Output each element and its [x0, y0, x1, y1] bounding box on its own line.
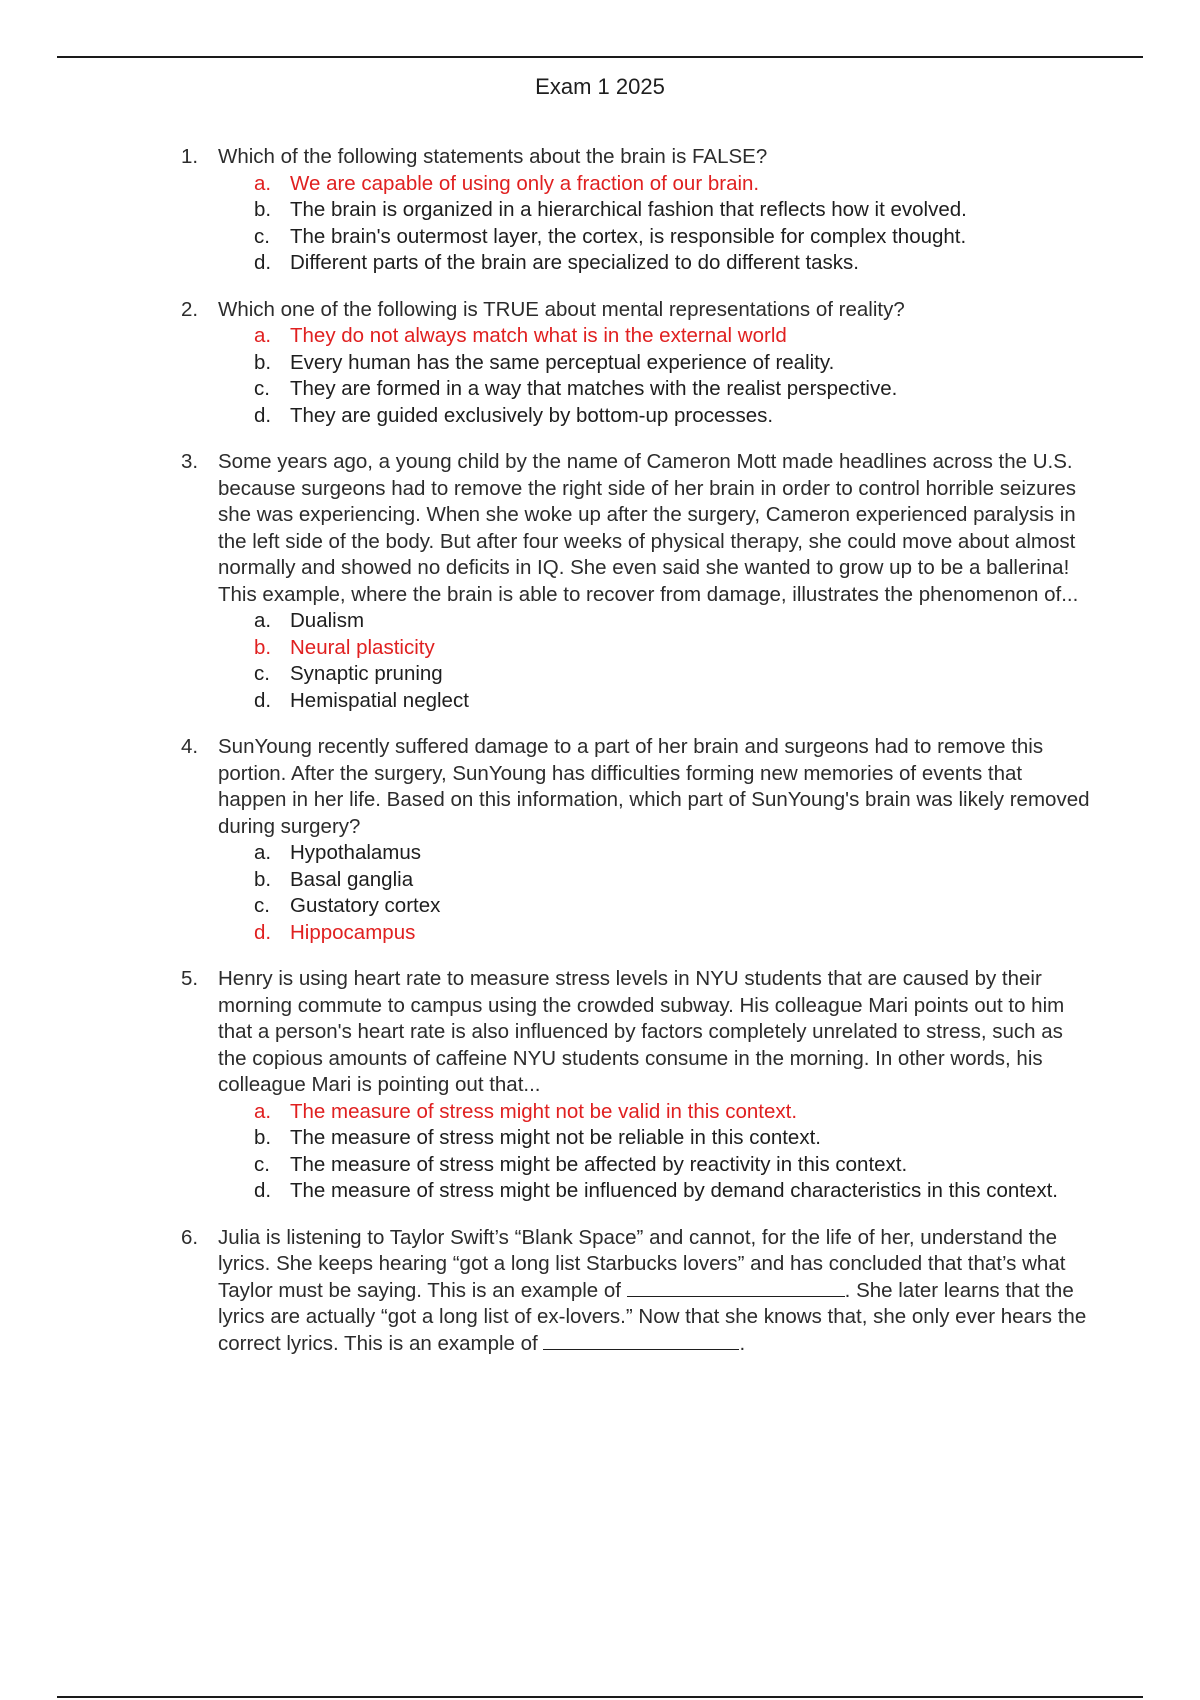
option-letter: a. [254, 1099, 272, 1123]
top-rule [57, 56, 1143, 58]
option-letter: c. [254, 1152, 270, 1176]
option-letter: c. [254, 662, 270, 685]
option-letter: c. [254, 894, 270, 917]
option-text: Neural plasticity [290, 635, 435, 659]
option-text: The brain's outermost layer, the cortex, is responsible for complex thought. [290, 224, 967, 248]
option-text: They do not always match what is in the external world [290, 324, 787, 347]
option-correct [176, 171, 1096, 198]
question-number: 3. [181, 450, 199, 473]
question-text-part-3: . [739, 1331, 746, 1355]
question-number: 2. [181, 297, 199, 321]
option [176, 376, 1096, 403]
option-letter: c. [254, 377, 270, 400]
option-letter: b. [254, 198, 272, 221]
option-text: We are capable of using only a fraction of our brain. [290, 171, 760, 195]
option [176, 688, 1096, 715]
question-text: Which one of the following is TRUE about mental representations of reality? [218, 297, 905, 321]
option-text: The brain is organized in a hierarchical fashion that reflects how it evolved. [290, 198, 967, 221]
question-number: 1. [181, 145, 199, 168]
question-stem [176, 966, 1096, 1099]
question-text-part-2: . She later learns that the lyrics are actually “got a long list of ex-lovers.” Now that she knows that, she only ever hears the correct lyrics. This is an example of [218, 1278, 1087, 1355]
option-text: Hippocampus [290, 920, 416, 944]
option-text: Gustatory cortex [290, 894, 441, 917]
question-1 [176, 144, 1096, 277]
option [176, 840, 1096, 867]
option-letter: b. [254, 635, 272, 659]
option [176, 197, 1096, 224]
option [176, 1125, 1096, 1152]
option [176, 1152, 1096, 1179]
question-text: Some years ago, a young child by the name of Cameron Mott made headlines across the U.S. because surgeons had to remove the right side of her brain in order to control horrible seizures she was experiencing. When she woke up after the surgery, Cameron experienced paralysis in the left side of the body. But after four weeks of physical therapy, she could move about almost normally and showed no deficits in IQ. She even said she wanted to grow up to be a ballerina! This example, where the brain is able to recover from damage, illustrates the phenomenon of... [218, 450, 1079, 606]
option-correct [176, 920, 1096, 947]
question-stem [176, 144, 1096, 171]
option-list [176, 1099, 1096, 1205]
question-number: 6. [181, 1225, 199, 1249]
option-letter: b. [254, 350, 272, 374]
option-letter: b. [254, 867, 272, 891]
option [176, 403, 1096, 430]
option-correct [176, 635, 1096, 662]
option-letter: b. [254, 1126, 272, 1149]
option-text: They are guided exclusively by bottom-up processes. [290, 403, 774, 427]
question-list [176, 144, 1096, 1377]
option [176, 224, 1096, 251]
question-stem [176, 1225, 1096, 1358]
question-stem [176, 297, 1096, 324]
question-4 [176, 734, 1096, 946]
option-letter: a. [254, 609, 272, 632]
option-letter: d. [254, 251, 272, 274]
option-correct [176, 323, 1096, 350]
option-text: The measure of stress might be affected by reactivity in this context. [290, 1152, 908, 1176]
option-text: Every human has the same perceptual experience of reality. [290, 350, 835, 374]
question-number: 5. [181, 967, 199, 990]
option [176, 608, 1096, 635]
question-3 [176, 449, 1096, 714]
question-6 [176, 1225, 1096, 1358]
option [176, 867, 1096, 894]
option-text: Synaptic pruning [290, 662, 443, 685]
question-text-part-1: Julia is listening to Taylor Swift’s “Blank Space” and cannot, for the life of her, understand the lyrics. She keeps hearing “got a long list Starbucks lovers” and has concluded that that’s what Taylor must be saying. This is an example of [218, 1225, 1066, 1302]
option [176, 350, 1096, 377]
option-text: Different parts of the brain are specialized to do different tasks. [290, 251, 860, 274]
answer-blank-2 [543, 1331, 739, 1350]
option [176, 250, 1096, 277]
option-letter: a. [254, 841, 272, 864]
option-letter: c. [254, 224, 270, 248]
option-text: They are formed in a way that matches with the realist perspective. [290, 377, 898, 400]
option-text: Hemispatial neglect [290, 688, 469, 712]
question-2 [176, 297, 1096, 430]
bottom-rule [57, 1696, 1143, 1698]
option-list [176, 171, 1096, 277]
option-letter: d. [254, 920, 272, 944]
question-text: SunYoung recently suffered damage to a part of her brain and surgeons had to remove this portion. After the surgery, SunYoung has difficulties forming new memories of events that happen in her life. Based on this information, which part of SunYoung's brain was likely removed during surgery? [218, 735, 1090, 838]
option-letter: d. [254, 403, 272, 427]
page-title: Exam 1 2025 [535, 74, 665, 99]
option [176, 1178, 1096, 1205]
option-text: Basal ganglia [290, 867, 414, 891]
option-text: The measure of stress might be influenced by demand characteristics in this context. [290, 1179, 1058, 1202]
question-stem [176, 734, 1096, 840]
option-correct [176, 1099, 1096, 1126]
option-list [176, 608, 1096, 714]
option-text: The measure of stress might not be reliable in this context. [290, 1126, 821, 1149]
question-text: Which of the following statements about the brain is FALSE? [218, 145, 768, 168]
option-text: Hypothalamus [290, 841, 422, 864]
question-5 [176, 966, 1096, 1205]
question-text: Henry is using heart rate to measure stress levels in NYU students that are caused by their morning commute to campus using the crowded subway. His colleague Mari points out to him that a person's heart rate is also influenced by factors completely unrelated to stress, such as the copious amounts of caffeine NYU students consume in the morning. In other words, his colleague Mari is pointing out that... [218, 967, 1065, 1096]
option-letter: d. [254, 1179, 272, 1202]
option-list [176, 840, 1096, 946]
answer-blank-1 [627, 1278, 845, 1297]
option-list [176, 323, 1096, 429]
option-text: The measure of stress might not be valid in this context. [290, 1099, 798, 1123]
option-text: Dualism [290, 609, 365, 632]
option [176, 893, 1096, 920]
option-letter: d. [254, 688, 272, 712]
question-number: 4. [181, 735, 199, 758]
option-letter: a. [254, 324, 272, 347]
option-letter: a. [254, 171, 272, 195]
option [176, 661, 1096, 688]
question-stem [176, 449, 1096, 608]
